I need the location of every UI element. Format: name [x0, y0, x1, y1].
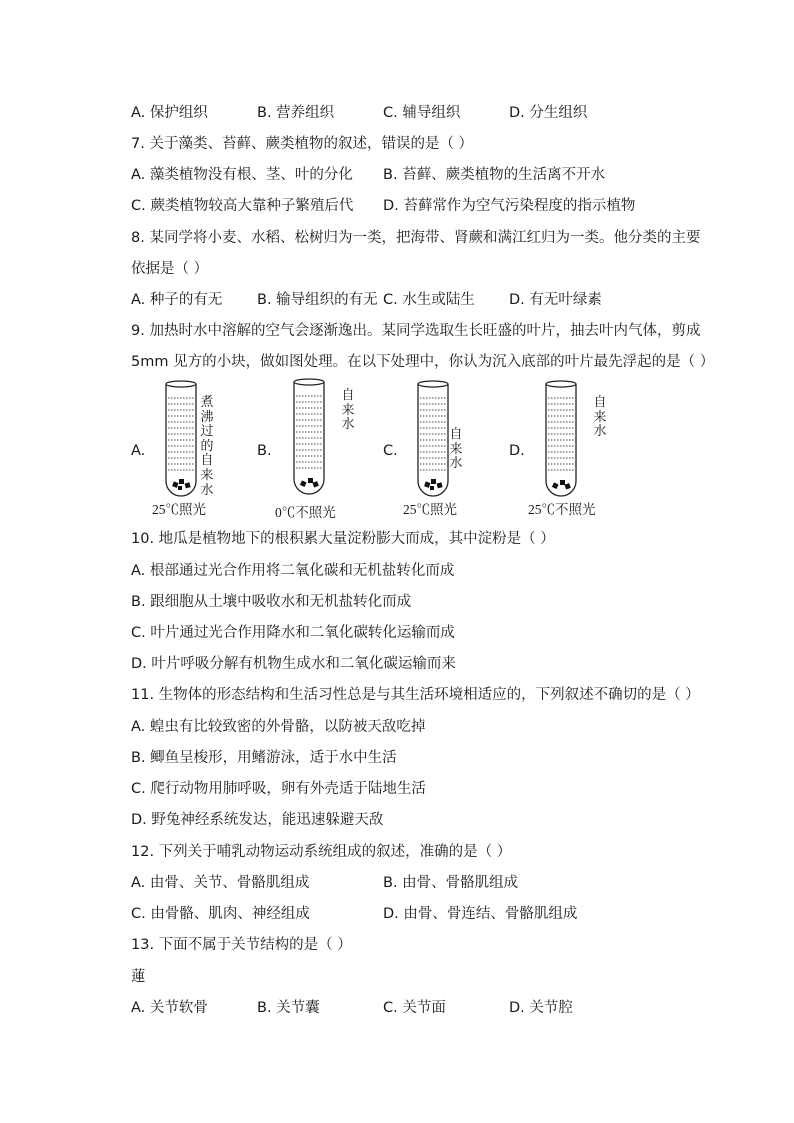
q7-option-c: C. 蕨类植物较高大靠种子繁殖后代 — [131, 198, 354, 214]
q6-option-c: C. 辅导组织 — [383, 105, 461, 121]
q6-option-a: A. 保护组织 — [131, 105, 208, 121]
q13-stem: 13. 下面不属于关节结构的是（ ） — [131, 937, 352, 953]
tube-d-letter: D. — [509, 443, 525, 459]
test-tube-c — [416, 380, 450, 498]
q8-stem-line1: 8. 某同学将小麦、水稻、松树归为一类，把海带、肾蕨和满江红归为一类。他分类的主要 — [131, 230, 701, 246]
q6-option-d: D. 分生组织 — [509, 105, 588, 121]
q10-option-d: D. 叶片呼吸分解有机物生成水和二氧化碳运输而来 — [131, 656, 456, 672]
tube-c-liquid-label: 自来水 — [449, 427, 463, 472]
q13-option-b: B. 关节囊 — [257, 1000, 320, 1016]
tube-a-letter: A. — [131, 443, 146, 459]
tube-a-liquid-label: 煮沸过的自来水 — [200, 395, 214, 498]
q9-stem-line2: 5mm 见方的小块，做如图处理。在以下处理中，你认为沉入底部的叶片最先浮起的是（ ） — [131, 354, 715, 370]
q8-option-d: D. 有无叶绿素 — [509, 292, 602, 308]
q12-option-d: D. 由骨、骨连结、骨骼肌组成 — [383, 906, 578, 922]
q11-option-b: B. 鲫鱼呈梭形，用鳍游泳，适于水中生活 — [131, 750, 397, 766]
tube-d-condition: 25℃不照光 — [528, 502, 596, 517]
q8-option-b: B. 输导组织的有无 — [257, 292, 378, 308]
q11-option-d: D. 野兔神经系统发达，能迅速躲避天敌 — [131, 812, 384, 828]
q11-option-c: C. 爬行动物用肺呼吸，卵有外壳适于陆地生活 — [131, 781, 426, 797]
q10-option-c: C. 叶片通过光合作用降水和二氧化碳转化运输而成 — [131, 625, 455, 641]
tube-c-condition: 25℃照光 — [403, 502, 457, 517]
q6-option-b: B. 营养组织 — [257, 105, 335, 121]
tube-b-condition: 0℃不照光 — [275, 505, 336, 520]
q12-option-c: C. 由骨骼、肌肉、神经组成 — [131, 906, 310, 922]
q13-option-d: D. 关节腔 — [509, 1000, 573, 1016]
q8-option-c: C. 水生或陆生 — [383, 292, 475, 308]
q7-option-a: A. 藻类植物没有根、茎、叶的分化 — [131, 167, 353, 183]
tube-d-liquid-label: 自来水 — [593, 395, 607, 440]
test-tube-a — [164, 380, 198, 498]
q7-option-b: B. 苔藓、蕨类植物的生活离不开水 — [383, 167, 606, 183]
tube-b-liquid-label: 自来水 — [341, 388, 355, 433]
q11-option-a: A. 蝗虫有比较致密的外骨骼，以防被天敌吃掉 — [131, 719, 426, 735]
q12-option-a: A. 由骨、关节、骨骼肌组成 — [131, 875, 310, 891]
q10-option-a: A. 根部通过光合作用将二氧化碳和无机盐转化而成 — [131, 563, 455, 579]
q10-stem: 10. 地瓜是植物地下的根积累大量淀粉膨大而成，其中淀粉是（ ） — [131, 531, 555, 547]
q13-option-c: C. 关节面 — [383, 1000, 446, 1016]
q7-stem: 7. 关于藻类、苔藓、蕨类植物的叙述，错误的是（ ） — [131, 136, 474, 152]
q8-stem-line2: 依据是（ ） — [131, 261, 209, 277]
q10-option-b: B. 跟细胞从土壤中吸收水和无机盐转化而成 — [131, 594, 412, 610]
q12-option-b: B. 由骨、骨骼肌组成 — [383, 875, 519, 891]
q12-stem: 12. 下列关于哺乳动物运动系统组成的叙述，准确的是（ ） — [131, 844, 512, 860]
q13-option-a: A. 关节软骨 — [131, 1000, 208, 1016]
q13-stray-char: 蓮 — [131, 969, 146, 985]
q8-option-a: A. 种子的有无 — [131, 292, 223, 308]
tube-b-letter: B. — [257, 443, 272, 459]
q9-stem-line1: 9. 加热时水中溶解的空气会逐渐逸出。某同学选取生长旺盛的叶片，抽去叶内气体，剪成 — [131, 323, 701, 339]
test-tube-d — [544, 380, 578, 498]
q7-option-d: D. 苔藓常作为空气污染程度的指示植物 — [383, 198, 636, 214]
tube-c-letter: C. — [383, 443, 398, 459]
q11-stem: 11. 生物体的形态结构和生活习性总是与其生活环境相适应的，下列叙述不确切的是（ ） — [131, 687, 700, 703]
test-tube-b — [292, 378, 326, 496]
tube-a-condition: 25℃照光 — [152, 502, 206, 517]
